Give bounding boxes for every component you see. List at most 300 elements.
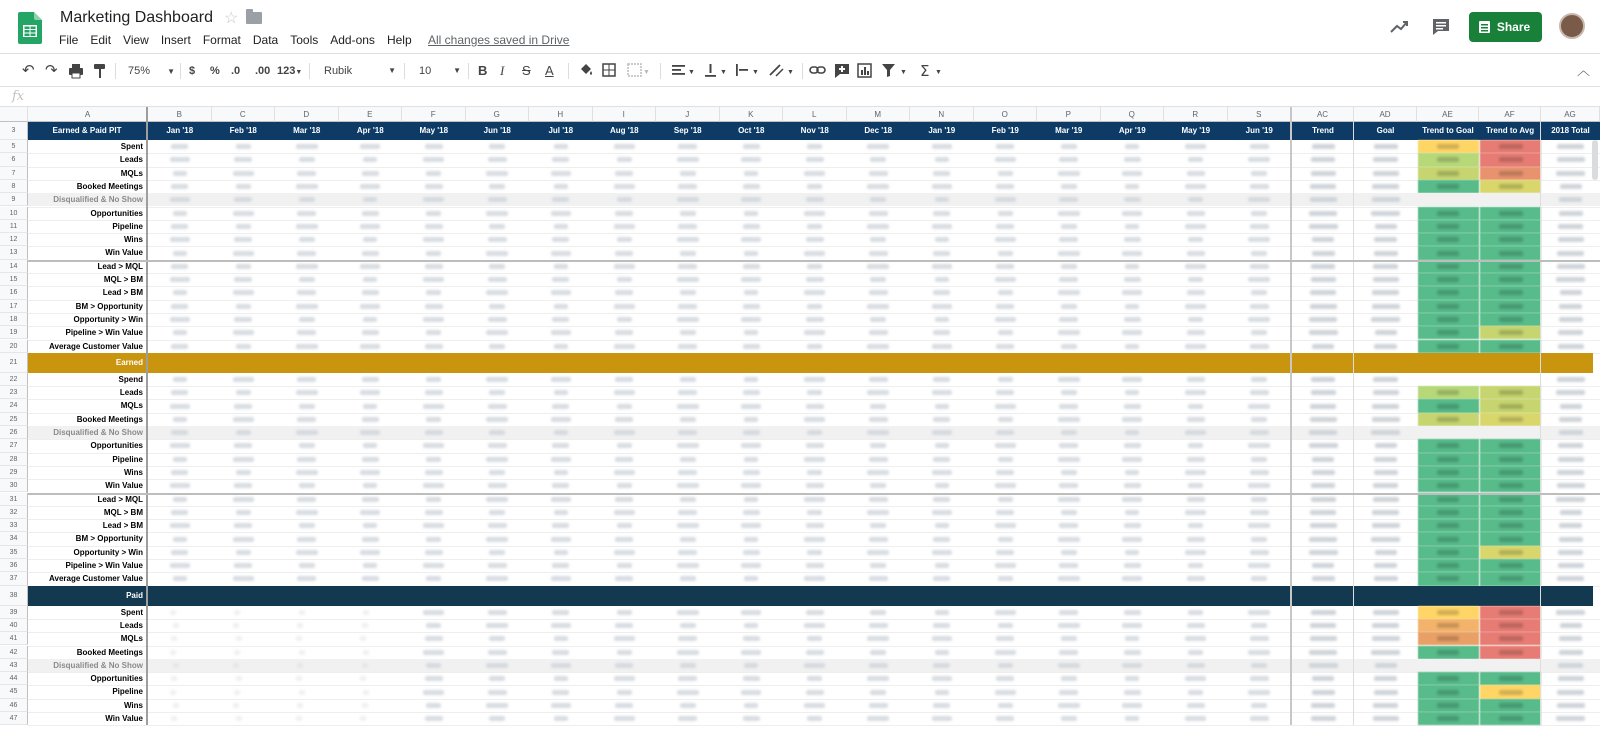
blurred-cell-value[interactable]	[423, 317, 444, 322]
blurred-summary-value[interactable]	[1311, 157, 1335, 162]
blurred-summary-value[interactable]	[1559, 537, 1583, 542]
blurred-cell-value[interactable]	[362, 497, 379, 502]
blurred-cell-value[interactable]	[1188, 690, 1203, 695]
blurred-cell-value[interactable]	[486, 663, 508, 668]
blurred-cell-value[interactable]	[362, 576, 379, 581]
sheets-logo-icon[interactable]	[18, 12, 42, 44]
blurred-cell-value[interactable]	[363, 197, 377, 202]
blurred-cell-value[interactable]	[423, 237, 444, 242]
blurred-summary-value[interactable]	[1556, 171, 1585, 176]
blurred-cell-value[interactable]	[236, 304, 251, 309]
blurred-cell-value[interactable]	[869, 171, 888, 176]
blurred-cell-value[interactable]	[363, 237, 377, 242]
blurred-cell-value[interactable]	[297, 703, 303, 708]
blurred-cell-value[interactable]	[1250, 144, 1269, 149]
blurred-cell-value[interactable]	[171, 224, 188, 229]
blurred-cell-value[interactable]	[362, 330, 379, 335]
blurred-cell-value[interactable]	[933, 623, 950, 628]
blurred-cell-value[interactable]	[362, 703, 368, 708]
blurred-cell-value[interactable]	[1185, 144, 1206, 149]
blurred-cell-value[interactable]	[173, 537, 187, 542]
blurred-cell-value[interactable]	[1125, 636, 1139, 641]
blurred-cell-value[interactable]	[680, 417, 696, 422]
blurred-cell-value[interactable]	[234, 404, 252, 409]
blurred-cell-value[interactable]	[297, 251, 316, 256]
row-header[interactable]: 34	[0, 532, 28, 545]
blurred-cell-value[interactable]	[170, 317, 190, 322]
blurred-summary-value[interactable]	[1372, 304, 1400, 309]
blurred-cell-value[interactable]	[678, 676, 697, 681]
blurred-cell-value[interactable]	[1185, 716, 1206, 721]
blurred-cell-value[interactable]	[614, 184, 635, 189]
blurred-cell-value[interactable]	[678, 550, 697, 555]
blurred-cell-value[interactable]	[236, 344, 251, 349]
blurred-cell-value[interactable]	[1059, 483, 1078, 488]
blurred-cell-value[interactable]	[1058, 211, 1080, 216]
row-header[interactable]: 8	[0, 180, 28, 193]
row-header[interactable]: 38	[0, 586, 28, 606]
blurred-cell-value[interactable]	[1250, 716, 1269, 721]
row-header[interactable]: 14	[0, 260, 28, 273]
blurred-cell-value[interactable]	[170, 443, 190, 448]
blurred-summary-value[interactable]	[1375, 224, 1397, 229]
row-header[interactable]: 28	[0, 453, 28, 466]
blurred-cell-value[interactable]	[488, 237, 507, 242]
blurred-cell-value[interactable]	[299, 317, 315, 322]
blurred-cell-value[interactable]	[680, 251, 696, 256]
blurred-cell-value[interactable]	[1058, 703, 1080, 708]
blurred-cell-value[interactable]	[1122, 171, 1142, 176]
blurred-cell-value[interactable]	[489, 344, 505, 349]
blurred-cell-value[interactable]	[804, 211, 825, 216]
blurred-cell-value[interactable]	[1122, 703, 1142, 708]
blurred-cell-value[interactable]	[489, 676, 505, 681]
blurred-cell-value[interactable]	[932, 184, 952, 189]
blurred-cell-value[interactable]	[486, 171, 508, 176]
blurred-cell-value[interactable]	[996, 676, 1014, 681]
blurred-cell-value[interactable]	[1061, 390, 1077, 395]
blurred-cell-value[interactable]	[234, 197, 252, 202]
blurred-cell-value[interactable]	[488, 690, 507, 695]
row-label[interactable]: Booked Meetings	[76, 647, 143, 657]
blurred-cell-value[interactable]	[617, 690, 632, 695]
row-label[interactable]: Wins	[123, 235, 143, 245]
month-header[interactable]: Jan '19	[928, 126, 956, 135]
blurred-cell-value[interactable]	[996, 264, 1014, 269]
blurred-cell-value[interactable]	[867, 716, 889, 721]
blurred-cell-value[interactable]	[362, 663, 368, 668]
blurred-cell-value[interactable]	[297, 457, 316, 462]
blurred-cell-value[interactable]	[1124, 650, 1141, 655]
blurred-cell-value[interactable]	[233, 251, 254, 256]
blurred-cell-value[interactable]	[1188, 523, 1203, 528]
row-label[interactable]: Average Customer Value	[49, 574, 143, 584]
comments-icon[interactable]	[1430, 16, 1452, 38]
blurred-cell-value[interactable]	[296, 184, 318, 189]
blurred-cell-value[interactable]	[360, 430, 380, 435]
save-status-link[interactable]: All changes saved in Drive	[428, 33, 570, 47]
blurred-cell-value[interactable]	[296, 224, 318, 229]
blurred-cell-value[interactable]	[171, 390, 188, 395]
blurred-cell-value[interactable]	[1251, 211, 1267, 216]
blurred-cell-value[interactable]	[998, 703, 1013, 708]
blurred-cell-value[interactable]	[932, 676, 952, 681]
blurred-cell-value[interactable]	[236, 676, 242, 681]
menu-data[interactable]: Data	[252, 33, 279, 47]
blurred-cell-value[interactable]	[617, 277, 632, 282]
blurred-cell-value[interactable]	[743, 344, 760, 349]
merge-cells-icon[interactable]	[627, 61, 649, 81]
blurred-cell-value[interactable]	[867, 344, 889, 349]
blurred-cell-value[interactable]	[806, 443, 824, 448]
blurred-cell-value[interactable]	[680, 537, 696, 542]
blurred-cell-value[interactable]	[489, 184, 505, 189]
blurred-cell-value[interactable]	[743, 390, 760, 395]
formula-bar[interactable]	[0, 87, 1600, 107]
blurred-cell-value[interactable]	[1187, 576, 1205, 581]
text-rotation-icon[interactable]	[768, 61, 796, 81]
blurred-cell-value[interactable]	[935, 650, 949, 655]
blurred-cell-value[interactable]	[423, 157, 444, 162]
blurred-cell-value[interactable]	[554, 264, 568, 269]
blurred-cell-value[interactable]	[1248, 523, 1270, 528]
blurred-cell-value[interactable]	[932, 510, 952, 515]
blurred-cell-value[interactable]	[870, 197, 886, 202]
blurred-cell-value[interactable]	[171, 676, 177, 681]
blurred-cell-value[interactable]	[614, 716, 635, 721]
blurred-cell-value[interactable]	[1248, 317, 1270, 322]
blurred-cell-value[interactable]	[554, 224, 568, 229]
row-header[interactable]: 43	[0, 659, 28, 672]
blurred-cell-value[interactable]	[807, 430, 822, 435]
blurred-summary-value[interactable]	[1309, 443, 1338, 448]
blurred-cell-value[interactable]	[678, 716, 697, 721]
blurred-cell-value[interactable]	[1124, 563, 1141, 568]
blurred-cell-value[interactable]	[1248, 650, 1270, 655]
blurred-cell-value[interactable]	[678, 184, 697, 189]
blurred-cell-value[interactable]	[995, 690, 1016, 695]
blurred-cell-value[interactable]	[995, 483, 1016, 488]
blurred-cell-value[interactable]	[1188, 197, 1203, 202]
blurred-cell-value[interactable]	[236, 264, 251, 269]
month-header[interactable]: Jan '18	[166, 126, 194, 135]
blurred-cell-value[interactable]	[299, 610, 305, 615]
blurred-summary-value[interactable]	[1311, 497, 1336, 502]
blurred-cell-value[interactable]	[296, 304, 318, 309]
blurred-cell-value[interactable]	[236, 390, 251, 395]
blurred-cell-value[interactable]	[1058, 377, 1080, 382]
month-header[interactable]: Dec '18	[864, 126, 893, 135]
blurred-cell-value[interactable]	[488, 523, 507, 528]
blurred-cell-value[interactable]	[680, 457, 696, 462]
blurred-summary-value[interactable]	[1374, 676, 1397, 681]
blurred-cell-value[interactable]	[1248, 404, 1270, 409]
blurred-cell-value[interactable]	[426, 703, 441, 708]
blurred-summary-value[interactable]	[1372, 623, 1399, 628]
blurred-cell-value[interactable]	[1061, 344, 1077, 349]
blurred-cell-value[interactable]	[678, 430, 697, 435]
blurred-cell-value[interactable]	[236, 470, 251, 475]
blurred-cell-value[interactable]	[1185, 430, 1206, 435]
blurred-cell-value[interactable]	[1187, 417, 1205, 422]
column-header[interactable]: L	[783, 107, 847, 122]
blurred-cell-value[interactable]	[1125, 224, 1139, 229]
blurred-cell-value[interactable]	[677, 157, 699, 162]
blurred-cell-value[interactable]	[996, 184, 1014, 189]
blurred-cell-value[interactable]	[807, 636, 822, 641]
blurred-cell-value[interactable]	[1251, 171, 1267, 176]
blurred-cell-value[interactable]	[996, 470, 1014, 475]
blurred-cell-value[interactable]	[486, 623, 508, 628]
blurred-summary-value[interactable]	[1374, 237, 1397, 242]
blurred-cell-value[interactable]	[360, 264, 380, 269]
row-label[interactable]: Disqualified & No Show	[53, 660, 143, 670]
row-header[interactable]: 30	[0, 479, 28, 492]
blurred-cell-value[interactable]	[486, 537, 508, 542]
avatar[interactable]	[1559, 13, 1585, 39]
blurred-cell-value[interactable]	[804, 330, 825, 335]
blurred-cell-value[interactable]	[932, 344, 952, 349]
blurred-cell-value[interactable]	[1125, 716, 1139, 721]
blurred-cell-value[interactable]	[615, 211, 633, 216]
blurred-cell-value[interactable]	[869, 330, 888, 335]
blurred-cell-value[interactable]	[614, 224, 635, 229]
blurred-summary-value[interactable]	[1310, 290, 1336, 295]
blurred-cell-value[interactable]	[998, 171, 1013, 176]
blurred-cell-value[interactable]	[1122, 211, 1142, 216]
blurred-cell-value[interactable]	[1058, 290, 1080, 295]
blurred-cell-value[interactable]	[1250, 184, 1269, 189]
blurred-cell-value[interactable]	[932, 470, 952, 475]
blurred-cell-value[interactable]	[551, 211, 571, 216]
blurred-cell-value[interactable]	[1059, 404, 1078, 409]
blurred-cell-value[interactable]	[869, 211, 888, 216]
blurred-summary-value[interactable]	[1558, 457, 1584, 462]
fill-color-icon[interactable]	[578, 61, 594, 81]
blurred-cell-value[interactable]	[170, 404, 190, 409]
blurred-cell-value[interactable]	[1125, 344, 1139, 349]
blurred-cell-value[interactable]	[1122, 623, 1142, 628]
blurred-cell-value[interactable]	[552, 610, 569, 615]
blurred-cell-value[interactable]	[615, 330, 633, 335]
share-button[interactable]	[1469, 12, 1542, 42]
blurred-cell-value[interactable]	[743, 510, 760, 515]
blurred-summary-value[interactable]	[1309, 537, 1337, 542]
blurred-summary-value[interactable]	[1372, 510, 1399, 515]
row-header[interactable]: 16	[0, 286, 28, 299]
row-label[interactable]: BM > Opportunity	[75, 301, 143, 311]
month-header[interactable]: Apr '18	[356, 126, 384, 135]
blurred-cell-value[interactable]	[678, 344, 697, 349]
blurred-cell-value[interactable]	[935, 317, 949, 322]
row-header[interactable]: 21	[0, 353, 28, 373]
blurred-summary-value[interactable]	[1311, 610, 1336, 615]
summary-header[interactable]: Trend to Avg	[1485, 126, 1535, 135]
blurred-cell-value[interactable]	[299, 404, 315, 409]
blurred-cell-value[interactable]	[806, 277, 824, 282]
row-header[interactable]: 7	[0, 167, 28, 180]
blurred-cell-value[interactable]	[932, 224, 952, 229]
blurred-summary-value[interactable]	[1372, 197, 1400, 202]
blurred-cell-value[interactable]	[1251, 290, 1267, 295]
blurred-cell-value[interactable]	[171, 144, 188, 149]
blurred-cell-value[interactable]	[678, 390, 697, 395]
blurred-cell-value[interactable]	[614, 390, 635, 395]
blurred-summary-value[interactable]	[1557, 483, 1585, 488]
blurred-cell-value[interactable]	[425, 716, 443, 721]
blurred-summary-value[interactable]	[1558, 550, 1583, 555]
blurred-cell-value[interactable]	[425, 344, 443, 349]
blurred-cell-value[interactable]	[1251, 537, 1267, 542]
month-header[interactable]: Jun '18	[483, 126, 511, 135]
blurred-cell-value[interactable]	[869, 290, 888, 295]
blurred-cell-value[interactable]	[1058, 330, 1080, 335]
blurred-cell-value[interactable]	[1058, 417, 1080, 422]
blurred-cell-value[interactable]	[1187, 537, 1205, 542]
column-header[interactable]: F	[402, 107, 466, 122]
blurred-cell-value[interactable]	[297, 330, 316, 335]
blurred-cell-value[interactable]	[867, 390, 889, 395]
blurred-cell-value[interactable]	[869, 417, 888, 422]
blurred-cell-value[interactable]	[299, 523, 315, 528]
blurred-cell-value[interactable]	[233, 211, 254, 216]
blurred-cell-value[interactable]	[1250, 470, 1269, 475]
blurred-cell-value[interactable]	[360, 716, 366, 721]
blurred-cell-value[interactable]	[933, 290, 950, 295]
blurred-cell-value[interactable]	[741, 237, 761, 242]
blurred-cell-value[interactable]	[1124, 277, 1141, 282]
blurred-cell-value[interactable]	[1124, 523, 1141, 528]
blurred-cell-value[interactable]	[1248, 277, 1270, 282]
column-header[interactable]: M	[847, 107, 911, 122]
blurred-cell-value[interactable]	[870, 650, 886, 655]
blurred-summary-value[interactable]	[1558, 663, 1583, 668]
row-label[interactable]: Opportunities	[90, 674, 143, 684]
blurred-cell-value[interactable]	[233, 703, 239, 708]
blurred-cell-value[interactable]	[867, 184, 889, 189]
row-header[interactable]: 41	[0, 632, 28, 645]
blurred-cell-value[interactable]	[170, 650, 176, 655]
blurred-cell-value[interactable]	[1122, 663, 1142, 668]
blurred-cell-value[interactable]	[171, 550, 188, 555]
blurred-cell-value[interactable]	[360, 224, 380, 229]
blurred-cell-value[interactable]	[423, 690, 444, 695]
blurred-cell-value[interactable]	[804, 171, 825, 176]
blurred-cell-value[interactable]	[744, 497, 758, 502]
blurred-cell-value[interactable]	[1124, 690, 1141, 695]
blurred-cell-value[interactable]	[998, 330, 1013, 335]
row-header[interactable]: 37	[0, 572, 28, 585]
blurred-cell-value[interactable]	[995, 317, 1016, 322]
blurred-cell-value[interactable]	[425, 264, 443, 269]
row-header[interactable]: 29	[0, 466, 28, 479]
blurred-summary-value[interactable]	[1372, 636, 1400, 641]
blurred-summary-value[interactable]	[1558, 676, 1584, 681]
blurred-summary-value[interactable]	[1557, 264, 1585, 269]
blurred-cell-value[interactable]	[360, 550, 380, 555]
blurred-summary-value[interactable]	[1371, 650, 1400, 655]
blurred-cell-value[interactable]	[488, 483, 507, 488]
blurred-cell-value[interactable]	[488, 157, 507, 162]
column-header[interactable]: H	[529, 107, 593, 122]
blurred-cell-value[interactable]	[1185, 264, 1206, 269]
blurred-summary-value[interactable]	[1310, 510, 1336, 515]
blurred-cell-value[interactable]	[234, 237, 252, 242]
blurred-cell-value[interactable]	[234, 690, 240, 695]
column-header[interactable]: C	[212, 107, 276, 122]
blurred-cell-value[interactable]	[1188, 317, 1203, 322]
blurred-cell-value[interactable]	[170, 277, 190, 282]
blurred-cell-value[interactable]	[234, 277, 252, 282]
blurred-cell-value[interactable]	[426, 377, 441, 382]
blurred-cell-value[interactable]	[870, 317, 886, 322]
blurred-summary-value[interactable]	[1557, 377, 1585, 382]
blurred-summary-value[interactable]	[1312, 237, 1334, 242]
blurred-summary-value[interactable]	[1556, 277, 1585, 282]
blurred-summary-value[interactable]	[1312, 690, 1335, 695]
blurred-cell-value[interactable]	[362, 171, 379, 176]
blurred-summary-value[interactable]	[1372, 290, 1399, 295]
blurred-summary-value[interactable]	[1560, 184, 1582, 189]
blurred-cell-value[interactable]	[234, 157, 252, 162]
blurred-summary-value[interactable]	[1373, 716, 1399, 721]
blurred-cell-value[interactable]	[425, 184, 443, 189]
blurred-summary-value[interactable]	[1312, 144, 1335, 149]
row-label[interactable]: Pipeline	[112, 454, 143, 464]
blurred-summary-value[interactable]	[1558, 330, 1583, 335]
blurred-cell-value[interactable]	[423, 523, 444, 528]
blurred-cell-value[interactable]	[236, 184, 251, 189]
blurred-cell-value[interactable]	[425, 550, 443, 555]
blurred-cell-value[interactable]	[744, 330, 758, 335]
blurred-cell-value[interactable]	[489, 390, 505, 395]
blurred-cell-value[interactable]	[1251, 457, 1267, 462]
blurred-cell-value[interactable]	[489, 430, 505, 435]
blurred-cell-value[interactable]	[1061, 224, 1077, 229]
blurred-cell-value[interactable]	[680, 171, 696, 176]
row-header[interactable]: 19	[0, 326, 28, 339]
document-title[interactable]: Marketing Dashboard	[60, 9, 213, 26]
row-header[interactable]: 20	[0, 340, 28, 353]
blurred-cell-value[interactable]	[173, 703, 179, 708]
blurred-cell-value[interactable]	[425, 224, 443, 229]
blurred-cell-value[interactable]	[1250, 510, 1269, 515]
blurred-summary-value[interactable]	[1310, 417, 1337, 422]
blurred-summary-value[interactable]	[1556, 716, 1585, 721]
blurred-cell-value[interactable]	[554, 716, 568, 721]
blurred-cell-value[interactable]	[870, 157, 886, 162]
blurred-cell-value[interactable]	[551, 377, 571, 382]
blurred-cell-value[interactable]	[233, 417, 254, 422]
row-label[interactable]: Spent	[120, 142, 143, 151]
blurred-summary-value[interactable]	[1373, 610, 1399, 615]
column-header[interactable]: P	[1037, 107, 1101, 122]
blurred-cell-value[interactable]	[170, 610, 176, 615]
blurred-cell-value[interactable]	[935, 483, 949, 488]
blurred-cell-value[interactable]	[1187, 171, 1205, 176]
blurred-cell-value[interactable]	[1185, 510, 1206, 515]
blurred-cell-value[interactable]	[807, 184, 822, 189]
blurred-cell-value[interactable]	[743, 716, 760, 721]
blurred-cell-value[interactable]	[995, 650, 1016, 655]
summary-header[interactable]: 2018 Total	[1551, 126, 1590, 135]
blurred-cell-value[interactable]	[489, 144, 505, 149]
blurred-cell-value[interactable]	[615, 251, 633, 256]
blurred-cell-value[interactable]	[173, 377, 187, 382]
blurred-summary-value[interactable]	[1309, 663, 1338, 668]
blurred-summary-value[interactable]	[1559, 304, 1582, 309]
blurred-cell-value[interactable]	[554, 184, 568, 189]
